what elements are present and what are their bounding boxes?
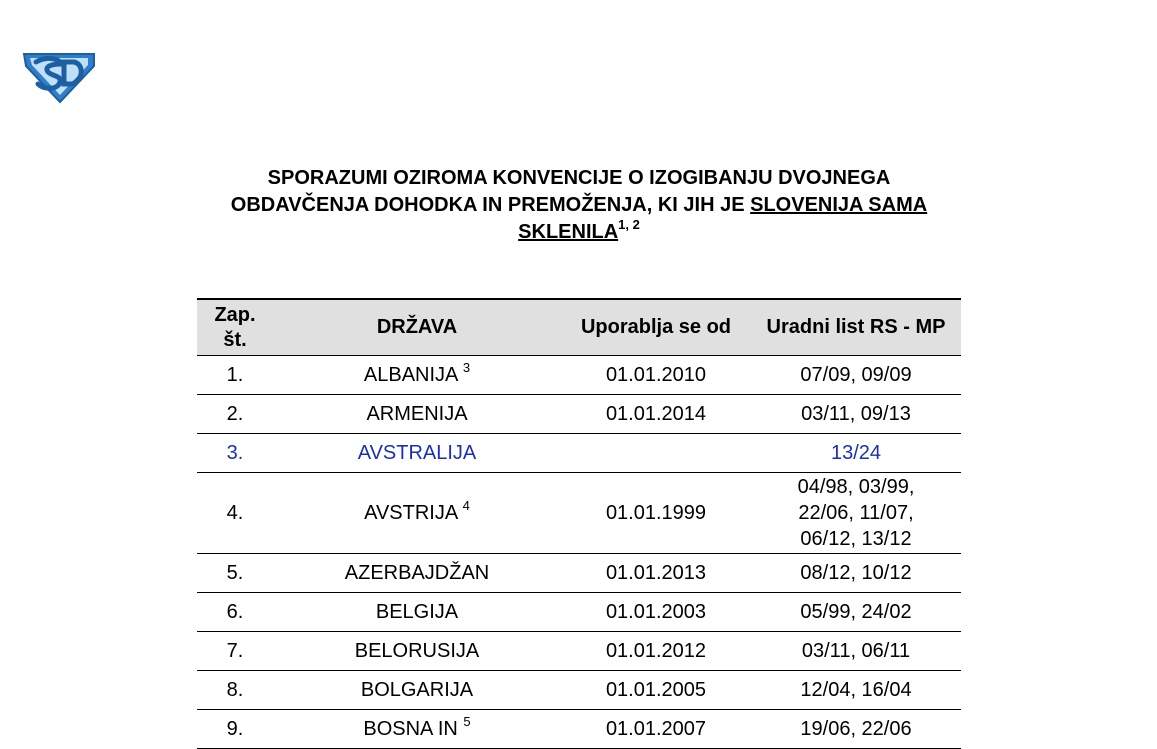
country-name: BELORUSIJA [354,640,480,662]
title-line-2-text: OBDAVČENJA DOHODKA IN PREMOŽENJA, KI JIH JE [230,194,751,216]
title-footnote: 1, 2 [618,217,640,232]
row-country [273,671,561,710]
row-gazette: 08/12, 10/12 [751,554,961,593]
row-country [273,473,561,554]
row-country [273,395,561,434]
row-applies-from: 01.01.2003 [561,593,751,632]
country-name: ARMENIJA [366,403,468,425]
document-title [150,165,1008,246]
company-logo-icon [22,48,96,104]
row-no: 1. [197,356,273,395]
row-gazette: 07/09, 09/09 [751,356,961,395]
country-footnote: 3 [462,360,471,375]
row-applies-from: 01.01.2007 [561,710,751,749]
row-country [273,632,561,671]
country-footnote: 4 [462,498,470,513]
row-applies-from [561,434,751,473]
row-gazette: 19/06, 22/06 [751,710,961,749]
header-applies-from: Uporablja se od [561,299,751,356]
row-gazette: 03/11, 09/13 [751,395,961,434]
row-applies-from: 01.01.2010 [561,356,751,395]
header-no: Zap. št. [197,299,273,356]
row-gazette: 03/11, 06/11 [751,632,961,671]
row-applies-from: 01.01.2014 [561,395,751,434]
row-applies-from: 01.01.2012 [561,632,751,671]
row-applies-from: 01.01.2005 [561,671,751,710]
title-line-3-underlined: SKLENILA [518,221,619,243]
title-line-2-underlined: SLOVENIJA SAMA [750,194,928,216]
row-applies-from: 01.01.1999 [561,473,751,554]
country-name: BOSNA IN [363,718,458,740]
table-header-row [197,299,961,356]
table-row [197,395,961,434]
table-row [197,632,961,671]
row-no: 9. [197,710,273,749]
country-name: AVSTRIJA [364,502,458,524]
treaty-table [197,298,961,749]
table-row [197,671,961,710]
row-no: 6. [197,593,273,632]
country-footnote: 5 [463,714,471,729]
header-country: DRŽAVA [273,299,561,356]
row-gazette: 05/99, 24/02 [751,593,961,632]
row-country [273,356,561,395]
table-row-highlighted [197,434,961,473]
row-no: 3. [197,434,273,473]
row-country [273,434,561,473]
row-gazette: 13/24 [751,434,961,473]
row-country [273,554,561,593]
gazette-wrapped: 04/98, 03/99, 22/06, 11/07, 06/12, 13/12 [797,476,915,550]
row-no: 8. [197,671,273,710]
row-gazette [751,473,961,554]
country-name: AVSTRALIJA [357,442,477,464]
title-line-1: SPORAZUMI OZIROMA KONVENCIJE O IZOGIBANJU DVOJNEGA [267,167,891,189]
table-row [197,473,961,554]
table-row [197,356,961,395]
table-row [197,554,961,593]
row-country [273,593,561,632]
row-no: 4. [197,473,273,554]
row-applies-from: 01.01.2013 [561,554,751,593]
row-no: 5. [197,554,273,593]
header-official-gazette: Uradni list RS - MP [751,299,961,356]
row-gazette: 12/04, 16/04 [751,671,961,710]
country-name: AZERBAJDŽAN [344,562,490,584]
table-row [197,593,961,632]
row-no: 7. [197,632,273,671]
country-name: BELGIJA [375,601,459,623]
title-line-2 [150,192,1008,219]
country-name: BOLGARIJA [360,679,474,701]
row-no: 2. [197,395,273,434]
country-name: ALBANIJA [363,364,458,386]
title-line-3 [150,219,1008,246]
